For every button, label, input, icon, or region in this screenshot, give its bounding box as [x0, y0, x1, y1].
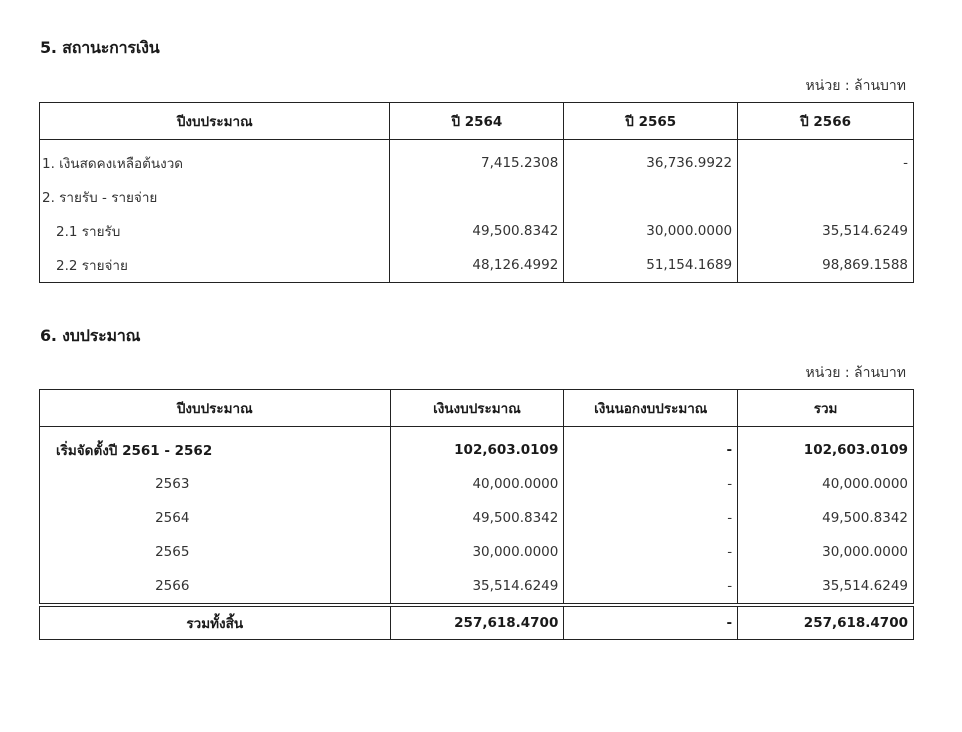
- table-cell: [390, 180, 564, 214]
- row-label: 2563: [40, 467, 391, 501]
- row-label: 2566: [40, 569, 391, 605]
- column-header: ปี 2564: [390, 103, 564, 140]
- row-label: 2.1 รายรับ: [40, 214, 390, 248]
- table-cell: -: [738, 140, 914, 181]
- row-label: 2564: [40, 501, 391, 535]
- column-header: เงินงบประมาณ: [390, 390, 564, 427]
- section-6-title: 6. งบประมาณ: [40, 326, 141, 345]
- total-cell: 257,618.4700: [390, 605, 564, 640]
- table-cell: [564, 180, 738, 214]
- table-cell: -: [564, 427, 738, 468]
- total-label: รวมทั้งสิ้น: [40, 605, 391, 640]
- table-row: [40, 248, 914, 283]
- table-cell: 102,603.0109: [390, 427, 564, 468]
- section-6-unit: หน่วย : ล้านบาท: [805, 365, 906, 381]
- column-header: ปีงบประมาณ: [40, 390, 391, 427]
- table-cell: 35,514.6249: [390, 569, 564, 605]
- row-label: เริ่มจัดตั้งปี 2561 - 2562: [40, 427, 391, 468]
- table-cell: 51,154.1689: [564, 248, 738, 283]
- table-header-row: [40, 390, 914, 427]
- table-row: [40, 467, 914, 501]
- column-header: เงินนอกงบประมาณ: [564, 390, 738, 427]
- total-cell: -: [564, 605, 738, 640]
- table-row: [40, 569, 914, 605]
- table-cell: 35,514.6249: [738, 569, 914, 605]
- table-cell: [738, 180, 914, 214]
- table-row: [40, 427, 914, 468]
- table-row: [40, 501, 914, 535]
- table-row: [40, 180, 914, 214]
- column-header: ปี 2566: [738, 103, 914, 140]
- table-cell: 30,000.0000: [564, 214, 738, 248]
- row-label: 1. เงินสดคงเหลือต้นงวด: [40, 140, 390, 181]
- table-row: [40, 535, 914, 569]
- column-header: ปี 2565: [564, 103, 738, 140]
- table-cell: 30,000.0000: [390, 535, 564, 569]
- table-cell: -: [564, 535, 738, 569]
- budget-table: [39, 389, 914, 640]
- total-row: [40, 605, 914, 640]
- table-cell: 36,736.9922: [564, 140, 738, 181]
- table-cell: 49,500.8342: [390, 501, 564, 535]
- table-cell: 102,603.0109: [738, 427, 914, 468]
- row-label: 2565: [40, 535, 391, 569]
- table-cell: 40,000.0000: [390, 467, 564, 501]
- table-cell: -: [564, 467, 738, 501]
- table-header-row: [40, 103, 914, 140]
- table-cell: 40,000.0000: [738, 467, 914, 501]
- row-label: 2. รายรับ - รายจ่าย: [40, 180, 390, 214]
- column-header: รวม: [738, 390, 914, 427]
- row-label: 2.2 รายจ่าย: [40, 248, 390, 283]
- column-header: ปีงบประมาณ: [40, 103, 390, 140]
- table-row: [40, 140, 914, 181]
- table-cell: -: [564, 501, 738, 535]
- table-cell: 30,000.0000: [738, 535, 914, 569]
- table-cell: 49,500.8342: [738, 501, 914, 535]
- table-row: [40, 214, 914, 248]
- table-cell: 49,500.8342: [390, 214, 564, 248]
- table-cell: 98,869.1588: [738, 248, 914, 283]
- section-5-title: 5. สถานะการเงิน: [40, 38, 160, 57]
- table-cell: -: [564, 569, 738, 605]
- financial-status-table: [39, 102, 914, 283]
- table-cell: 7,415.2308: [390, 140, 564, 181]
- table-cell: 48,126.4992: [390, 248, 564, 283]
- total-cell: 257,618.4700: [738, 605, 914, 640]
- table-cell: 35,514.6249: [738, 214, 914, 248]
- section-5-unit: หน่วย : ล้านบาท: [805, 78, 906, 94]
